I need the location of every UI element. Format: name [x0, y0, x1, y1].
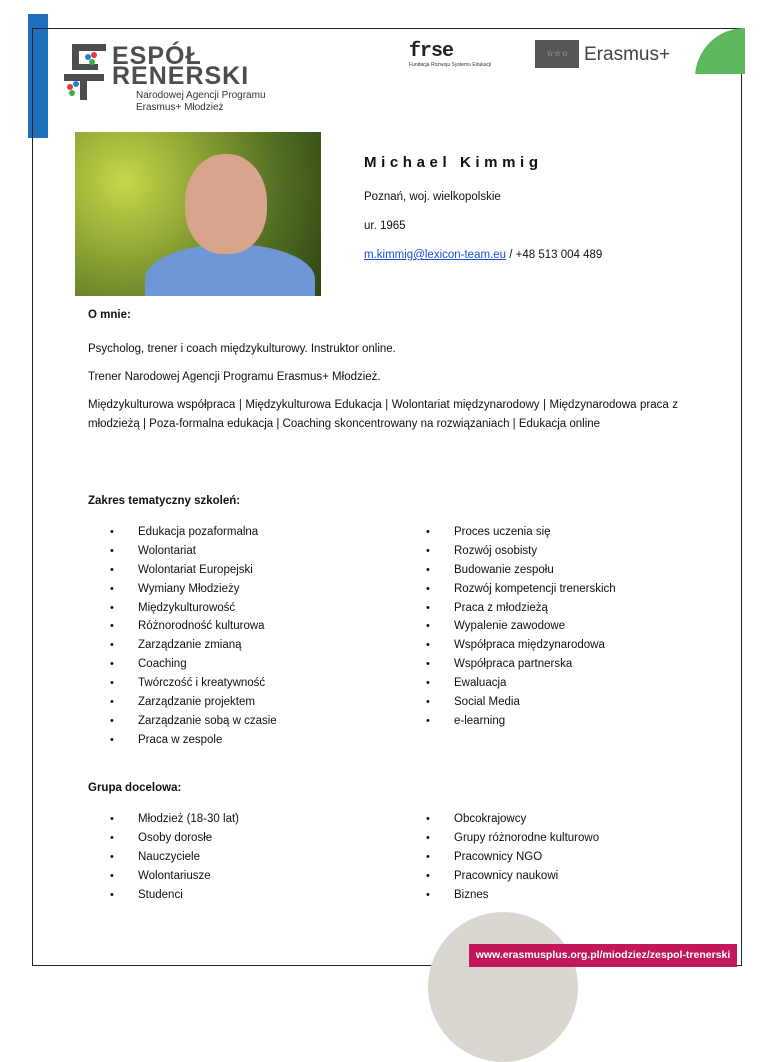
list-item: • Różnorodność kulturowa	[110, 617, 277, 636]
frse-mark: frse	[409, 40, 454, 63]
phone-number: / +48 513 004 489	[506, 249, 603, 261]
list-item: • Obcokrajowcy	[426, 810, 599, 829]
logo-line-1: ESPÓŁ	[112, 42, 202, 70]
about-heading: O mnie:	[88, 309, 131, 321]
list-item: • Twórczość i kreatywność	[110, 674, 277, 693]
email-link[interactable]: m.kimmig@lexicon-team.eu	[364, 249, 507, 261]
about-paragraph-1: Psycholog, trener i coach międzykulturowy. Instruktor online.	[88, 343, 396, 355]
list-item: • Budowanie zespołu	[426, 561, 616, 580]
list-item: • Współpraca partnerska	[426, 655, 616, 674]
frse-logo	[409, 40, 495, 74]
logo-line-2: RENERSKI	[112, 62, 250, 90]
topics-list-left	[110, 523, 277, 750]
topics-heading: Zakres tematyczny szkoleń:	[88, 495, 241, 507]
list-item: • Pracownicy naukowi	[426, 867, 599, 886]
logo-subtitle-1: Narodowej Agencji Programu	[136, 90, 266, 101]
list-item: • Młodzież (18-30 lat)	[110, 810, 239, 829]
list-item: • Pracownicy NGO	[426, 848, 599, 867]
list-item: • Zarządzanie zmianą	[110, 636, 277, 655]
list-item: • Rozwój kompetencji trenerskich	[426, 580, 616, 599]
logo-subtitle-2: Erasmus+ Młodzież	[136, 102, 224, 113]
list-item: • Zarządzanie sobą w czasie	[110, 712, 277, 731]
list-item: • Grupy różnorodne kulturowo	[426, 829, 599, 848]
list-item: • Wolontariusze	[110, 867, 239, 886]
list-item: • Praca z młodzieżą	[426, 599, 616, 618]
list-item: • Social Media	[426, 693, 616, 712]
footer-url-link[interactable]: www.erasmusplus.org.pl/miodziez/zespol-trenerski	[469, 944, 737, 967]
about-paragraph-3: Międzykulturowa współpraca | Międzykulturowa Edukacja | Wolontariat międzynarodowy | Międzynarodowa praca z młodzieżą | Poza-formalna edukacja | Coaching skoncentrowany na rozwiązaniach | Edukacja online	[88, 399, 678, 430]
list-item: • Wypalenie zawodowe	[426, 617, 616, 636]
list-item: • Nauczyciele	[110, 848, 239, 867]
target-list-right	[426, 810, 599, 904]
erasmus-plus-logo: Erasmus+	[584, 44, 671, 65]
target-heading: Grupa docelowa:	[88, 782, 182, 794]
frse-subtitle: Fundacja Rozwoju Systemu Edukacji	[409, 62, 492, 68]
list-item: • Ewaluacja	[426, 674, 616, 693]
list-item: • Osoby dorosłe	[110, 829, 239, 848]
person-location: Poznań, woj. wielkopolskie	[364, 191, 501, 203]
list-item: • Wymiany Młodzieży	[110, 580, 277, 599]
list-item: • Międzykulturowość	[110, 599, 277, 618]
target-list-left	[110, 810, 239, 904]
person-name: Michael Kimmig	[364, 154, 543, 171]
green-corner-arc	[695, 28, 745, 74]
list-item: • Zarządzanie projektem	[110, 693, 277, 712]
list-item: • Współpraca międzynarodowa	[426, 636, 616, 655]
list-item: • Rozwój osobisty	[426, 542, 616, 561]
person-birth-year: ur. 1965	[364, 220, 406, 232]
list-item: • Edukacja pozaformalna	[110, 523, 277, 542]
topics-list-right	[426, 523, 616, 731]
list-item: • Wolontariat Europejski	[110, 561, 277, 580]
eu-flag-icon: ☆ ☆ ☆	[535, 40, 579, 68]
footer-decor-circle	[428, 912, 578, 1062]
profile-photo	[75, 132, 321, 296]
list-item: • Studenci	[110, 886, 239, 905]
list-item: • Praca w zespole	[110, 731, 277, 750]
about-paragraph-2: Trener Narodowej Agencji Programu Erasmus+ Młodzież.	[88, 371, 381, 383]
list-item: • Biznes	[426, 886, 599, 905]
logo-mark-icon	[64, 42, 110, 100]
list-item: • Coaching	[110, 655, 277, 674]
zespol-trenerski-logo	[64, 42, 304, 114]
list-item: • e-learning	[426, 712, 616, 731]
list-item: • Wolontariat	[110, 542, 277, 561]
person-contact	[364, 249, 602, 261]
list-item: • Proces uczenia się	[426, 523, 616, 542]
